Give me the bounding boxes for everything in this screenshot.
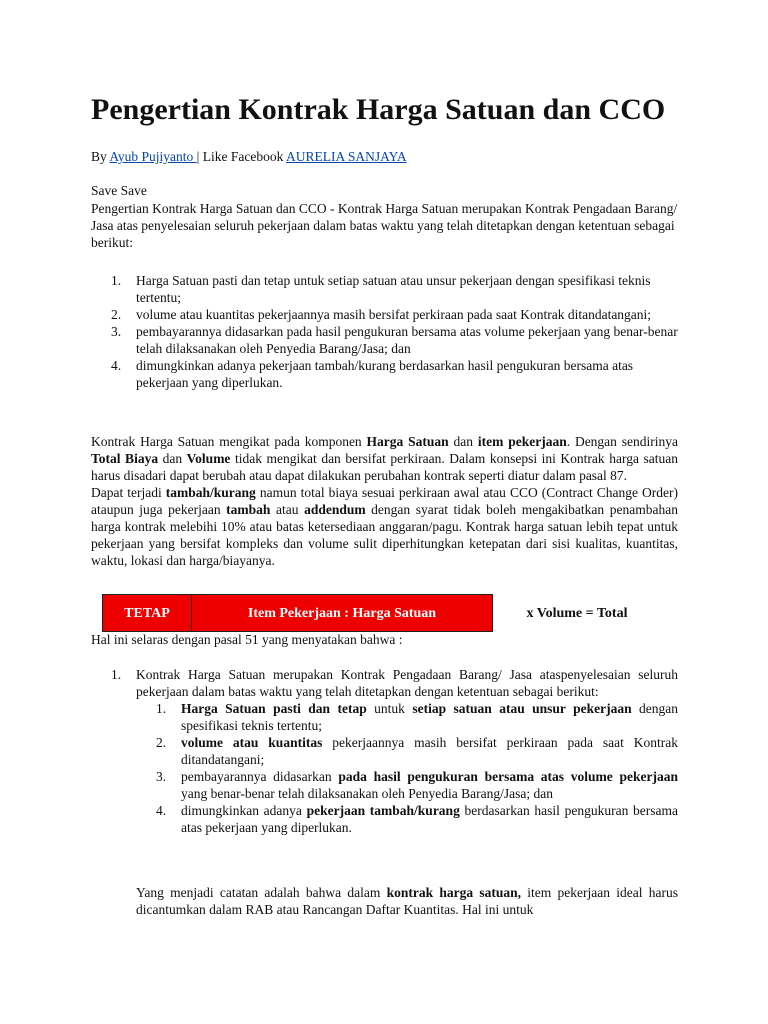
intro-paragraph: Pengertian Kontrak Harga Satuan dan CCO - Kontrak Harga Satuan merupakan Kontrak Pengadaan Barang/ Jasa atas penyelesaian seluruh pekerjaan dalam batas waktu yang telah ditetapkan dengan ketentuan sebagai berikut: [91, 201, 678, 250]
list-number: 1. [156, 701, 167, 716]
text-run: item pekerjaan ideal harus dicantumkan dalam RAB atau Rancangan Daftar Kuantitas. Hal ini untuk [136, 885, 679, 917]
sub-list-item [136, 700, 678, 734]
pasal-51-intro: Hal ini selaras dengan pasal 51 yang menyatakan bahwa : [91, 632, 403, 647]
list-number: 4. [111, 358, 122, 373]
list-item-text: Kontrak Harga Satuan merupakan Kontrak Pengadaan Barang/ Jasa ataspenyelesaian seluruh pekerjaan dalam batas waktu yang telah ditetapkan dengan ketentuan sebagai berikut: [136, 667, 678, 699]
bold-text: Harga Satuan [366, 434, 449, 449]
list-number: 2. [156, 735, 167, 750]
bold-text: volume atau kuantitas [181, 735, 323, 750]
text-run: namun total biaya sesuai perkiraan awal atau CCO (Contract Change Order) ataupun juga pekerjaan [91, 485, 678, 517]
text-run: pekerjaannya masih bersifat perkiraan pada saat Kontrak ditandatangani; [181, 735, 678, 767]
bold-text: addendum [304, 502, 366, 517]
list-number: 4. [156, 803, 167, 818]
sub-list [136, 700, 678, 836]
bold-text: Harga Satuan pasti dan tetap [181, 701, 367, 716]
formula-table [102, 594, 662, 632]
list-number: 1. [111, 667, 122, 682]
facebook-link[interactable]: AURELIA SANJAYA [285, 149, 407, 164]
sub-list-item [136, 768, 678, 802]
byline [91, 148, 678, 165]
conditions-list [91, 272, 678, 391]
text-run: atau [270, 502, 305, 517]
bold-text: setiap satuan atau unsur pekerjaan [412, 701, 632, 716]
text-run: dengan spesifikasi teknis tertentu; [181, 701, 679, 733]
list-item [91, 666, 678, 836]
bold-text: Total Biaya [91, 451, 159, 466]
sub-list-item [136, 802, 678, 836]
bold-text: tambah [226, 502, 271, 517]
list-item-text: Harga Satuan pasti dan tetap untuk setiap satuan atau unsur pekerjaan dengan spesifikasi teknis tertentu; [136, 273, 651, 305]
byline-separator: | Like Facebook [196, 149, 286, 164]
list-number: 2. [111, 307, 122, 322]
save-label: Save Save [91, 183, 147, 198]
text-run: yang benar-benar telah dilaksanakan oleh Penyedia Barang/Jasa; dan [181, 786, 553, 801]
tetap-cell: TETAP [102, 594, 192, 632]
text-run: dimungkinkan adanya [181, 803, 307, 818]
text-run: untuk [366, 701, 413, 716]
text-run: pembayarannya didasarkan [181, 769, 339, 784]
contract-explanation-paragraph [91, 433, 678, 569]
list-number: 3. [156, 769, 167, 784]
list-item-text: dimungkinkan adanya pekerjaan tambah/kurang berdasarkan hasil pengukuran bersama atas pekerjaan yang diperlukan. [136, 358, 634, 390]
text-run: . Dengan sendirinya [566, 434, 679, 449]
bold-text: pada hasil pengukuran bersama atas volume pekerjaan [338, 769, 678, 784]
text-run: dan [448, 434, 478, 449]
list-item-text: pembayarannya didasarkan pada hasil pengukuran bersama atas volume pekerjaan yang benar-benar telah dilaksanakan oleh Penyedia Barang/Jasa; dan [136, 324, 678, 356]
text-run: dengan syarat tidak boleh mengakibatkan penambahan harga kontrak melebihi 10% atau batas ketersediaan anggaran/pagu. Kontrak harga satuan lebih tepat untuk pekerjaan yang bersifat kompleks dan volume sulit diperhitungkan ketepatan dari sisi kualitas, kuantitas, waktu, lokasi dan harga/biayanya. [91, 502, 678, 568]
byline-prefix: By [91, 149, 110, 164]
page-title: Pengertian Kontrak Harga Satuan dan CCO [91, 93, 666, 126]
sub-list-item [136, 734, 678, 768]
list-item [91, 323, 678, 357]
author-link[interactable]: Ayub Pujiyanto [109, 149, 197, 164]
item-pekerjaan-cell: Item Pekerjaan : Harga Satuan [191, 594, 493, 632]
list-number: 3. [111, 324, 122, 339]
list-number: 1. [111, 273, 122, 288]
bold-text: pekerjaan tambah/kurang [306, 803, 460, 818]
list-item-text: volume atau kuantitas pekerjaannya masih bersifat perkiraan pada saat Kontrak ditandatangani; [136, 307, 652, 322]
volume-total-formula: x Volume = Total [526, 605, 628, 621]
bold-text: kontrak harga satuan, [386, 885, 522, 900]
text-run: dan [158, 451, 187, 466]
list-item [91, 306, 678, 323]
text-run: Dapat terjadi [91, 485, 166, 500]
pasal-51-list [91, 666, 678, 836]
list-item [91, 272, 678, 306]
text-run: Yang menjadi catatan adalah bahwa dalam [136, 885, 387, 900]
text-run: tidak mengikat dan bersifat perkiraan. Dalam konsepsi ini Kontrak harga satuan harus disadari dapat berubah atau dapat dilakukan perubahan kontrak seperti diatur dalam pasal 87. [91, 451, 678, 483]
list-item [91, 357, 678, 391]
bold-text: Volume [186, 451, 231, 466]
closing-paragraph [136, 884, 678, 918]
bold-text: tambah/kurang [165, 485, 256, 500]
text-run: berdasarkan hasil pengukuran bersama atas pekerjaan yang diperlukan. [181, 803, 678, 835]
text-run: Kontrak Harga Satuan mengikat pada komponen [91, 434, 367, 449]
bold-text: item pekerjaan [477, 434, 567, 449]
